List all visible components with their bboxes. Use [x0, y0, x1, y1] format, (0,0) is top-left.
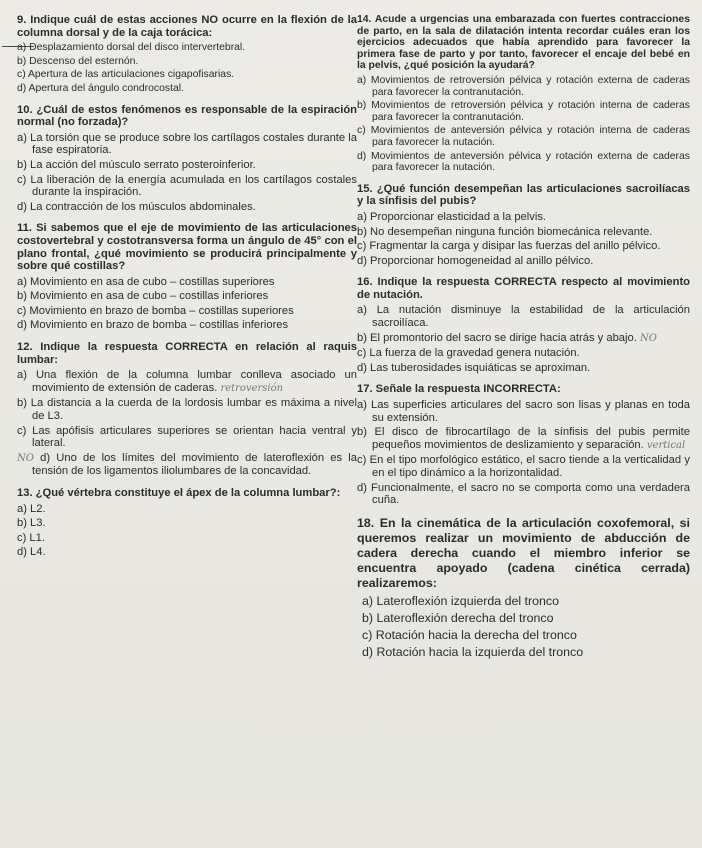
right-column	[357, 14, 690, 669]
option-d[interactable]: d) L4.	[17, 546, 46, 559]
option-c[interactable]: c) Movimientos de anteversión pélvica y rotación interna de caderas para favorecer la nutación.	[357, 125, 690, 148]
question-text: ¿Qué función desempeñan las articulaciones sacroilíacas y la sínfisis del pubis?	[357, 182, 690, 208]
left-column	[17, 14, 357, 568]
option-a[interactable]: a) La torsión que se produce sobre los cartílagos costales durante la fase espiratoria.	[17, 131, 357, 157]
question-text: ¿Qué vértebra constituye el ápex de la columna lumbar?:	[35, 487, 341, 499]
option-c[interactable]: c) Las apófisis articulares superiores se orientan hacia ventral y lateral.	[17, 424, 357, 450]
option-a[interactable]: a) Desplazamiento dorsal del disco intervertebral.	[17, 42, 246, 54]
question-text: Señale la respuesta INCORRECTA:	[375, 383, 561, 396]
option-text: b) El promontorio del sacro se dirige hacia atrás y abajo.	[357, 331, 637, 344]
option-a[interactable]: a) Lateroflexión izquierda del tronco	[362, 593, 559, 608]
question-17	[357, 383, 690, 506]
option-b-selected[interactable]: b) La distancia a la cuerda de la lordosis lumbar es máxima a nivel de L3.	[17, 397, 357, 423]
option-a[interactable]: a) Movimiento en asa de cubo – costillas superiores	[17, 275, 275, 288]
option-text: d) Uno de los límites del movimiento de lateroflexión es la tensión de los ligamentos iliolumbares de la concavidad.	[32, 451, 358, 478]
option-a[interactable]: a) L2.	[17, 502, 46, 515]
handwritten-note: NO	[17, 452, 34, 464]
handwritten-note: vertical	[646, 439, 686, 451]
option-a[interactable]: a) Las superficies articulares del sacro son lisas y planas en toda su extensión.	[357, 399, 690, 424]
option-c-selected[interactable]: c) La fuerza de la gravedad genera nutación.	[357, 347, 580, 360]
question-11	[17, 222, 357, 332]
option-d[interactable]: d) Las tuberosidades isquiáticas se aproximan.	[357, 361, 591, 374]
question-18	[357, 516, 690, 660]
option-b[interactable]	[357, 426, 690, 452]
question-number: 11.	[17, 222, 32, 235]
option-c[interactable]: c) Apertura de las articulaciones cigapofisarias.	[17, 69, 235, 81]
option-c[interactable]: c) En el tipo morfológico estático, el sacro tiende a la verticalidad y en el tipo dinámico a la horizontalidad.	[357, 454, 690, 479]
question-14	[357, 14, 690, 174]
question-text: 14. Acude a urgencias una embarazada con fuertes contracciones de parto, en la sala de dilatación intenta recordar cuáles eran los ejercicios adecuados que había aprendido para favorecer la primera fase de parto y por tanto, favorecer el encaje del bebé en la pelvis, ¿qué posición la ayudará?	[357, 14, 690, 72]
question-text: ¿Cuál de estos fenómenos es responsable de la espiración normal (no forzada)?	[17, 103, 357, 129]
question-text: Si sabemos que el eje de movimiento de las articulaciones costovertebral y costotransversa forma un ángulo de 45° con el plano frontal, ¿qué movimiento se producirá principalmente y sobre qué costillas?	[17, 222, 357, 273]
question-13	[17, 487, 357, 559]
question-number: 16.	[357, 276, 373, 289]
question-text: Indique la respuesta CORRECTA en relación al raquis lumbar:	[17, 341, 357, 366]
question-9	[17, 14, 357, 95]
question-text: Indique cuál de estas acciones NO ocurre en la flexión de la columna dorsal y de la caja torácica:	[17, 14, 358, 39]
option-b[interactable]: b) La acción del músculo serrato posteroinferior.	[17, 158, 256, 171]
question-number: 13.	[17, 487, 33, 499]
option-a[interactable]	[17, 369, 357, 395]
option-a[interactable]: a) Proporcionar elasticidad a la pelvis.	[357, 210, 547, 223]
option-b[interactable]: b) Movimientos de retroversión pélvica y rotación interna de caderas para favorecer la contranutación.	[357, 100, 690, 123]
option-d[interactable]: d) Movimientos de anteversión pélvica y rotación externa de caderas para favorecer la nutación.	[357, 150, 690, 174]
question-number: 18.	[357, 515, 375, 530]
option-b-selected[interactable]: b) Movimiento en asa de cubo – costillas inferiores	[17, 290, 269, 303]
question-10	[17, 104, 357, 214]
question-number: 12.	[17, 341, 33, 354]
option-b[interactable]	[357, 332, 690, 346]
option-d-selected[interactable]: d) Apertura del ángulo condrocostal.	[17, 82, 184, 94]
option-c[interactable]: c) Rotación hacia la derecha del tronco	[362, 627, 577, 642]
question-12	[17, 341, 357, 478]
option-d-selected[interactable]: d) Funcionalmente, el sacro no se comporta como una verdadera cuña.	[357, 481, 690, 507]
question-text: Indique la respuesta CORRECTA respecto al movimiento de nutación.	[357, 276, 691, 301]
question-15	[357, 183, 690, 268]
option-c-selected[interactable]: c) Fragmentar la carga y disipar las fuerzas del anillo pélvico.	[357, 240, 661, 253]
option-text: a) Una flexión de la columna lumbar conlleva asociado un movimiento de extensión de caderas.	[17, 369, 357, 394]
option-d[interactable]	[17, 452, 357, 478]
option-c-selected[interactable]: c) La liberación de la energía acumulada en los cartílagos costales durante la inspiración.	[17, 173, 357, 199]
option-a-selected[interactable]: a) Movimientos de retroversión pélvica y rotación externa de caderas para favorecer la contranutación.	[357, 74, 690, 98]
option-b-selected[interactable]: b) L3.	[17, 517, 46, 530]
question-number: 10.	[17, 103, 33, 116]
option-d[interactable]: d) Proporcionar homogeneidad al anillo pélvico.	[357, 254, 594, 267]
option-d[interactable]: d) Movimiento en brazo de bomba – costillas inferiores	[17, 319, 289, 332]
question-number: 15.	[357, 182, 373, 195]
option-b[interactable]: b) Descenso del esternón.	[17, 55, 139, 67]
option-b-selected[interactable]: b) Lateroflexión derecha del tronco	[362, 610, 554, 625]
question-number: 17.	[357, 383, 373, 396]
handwritten-note: NO	[639, 332, 657, 344]
handwritten-note: retroversión	[220, 382, 284, 394]
option-d[interactable]: d) La contracción de los músculos abdominales.	[17, 200, 256, 213]
option-b[interactable]: b) No desempeñan ninguna función biomecánica relevante.	[357, 225, 653, 238]
option-text: b) El disco de fibrocartílago de la sínfisis del pubis permite pequeños movimientos de deslizamiento y separación.	[357, 426, 690, 451]
question-number: 9.	[17, 14, 27, 26]
option-c[interactable]: c) L1.	[17, 531, 45, 544]
question-text: En la cinemática de la articulación coxofemoral, si queremos realizar un movimiento de abducción de cadera derecha cuando el miembro inferior se encuentra apoyado (cadena cinética cerrada) realizaremos:	[357, 515, 690, 590]
option-c[interactable]: c) Movimiento en brazo de bomba – costillas superiores	[17, 304, 294, 317]
option-d[interactable]: d) Rotación hacia la izquierda del tronco	[362, 644, 584, 659]
question-16	[357, 276, 690, 374]
option-a[interactable]: a) La nutación disminuye la estabilidad de la articulación sacroilíaca.	[357, 304, 690, 330]
